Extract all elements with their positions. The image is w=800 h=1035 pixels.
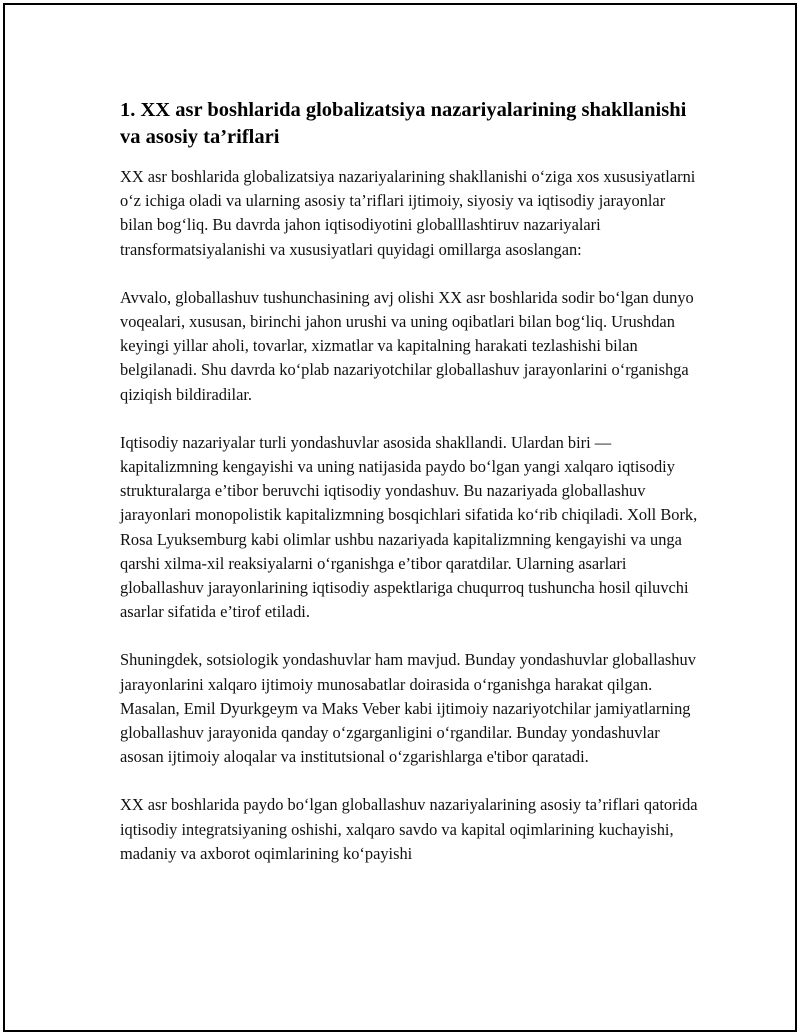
paragraph-definitions: XX asr boshlarida paydo bo‘lgan globallashuv nazariyalarining asosiy ta’riflari qatorida iqtisodiy integratsiyaning oshishi, xalqaro savdo va kapital oqimlarining kuchayishi, madaniy va axborot oqimlarining ko‘payishi bbox=[120, 795, 698, 863]
section-heading: 1. XX asr boshlarida globalizatsiya nazariyalarining shakllanishi va asosiy ta’riflari bbox=[120, 99, 687, 148]
paragraph-intro: XX asr boshlarida globalizatsiya nazariyalarining shakllanishi o‘ziga xos xususiyatlarni o‘z ichiga oladi va ularning asosiy ta’riflari ijtimoiy, siyosiy va iqtisodiy jarayonlar bilan bog‘liq. Bu davrda jahon iqtisodiyotini globalllashtiruv nazariyalari transformatsiyalanishi va xususiyatlari quyidagi omillarga asoslangan: bbox=[120, 167, 696, 259]
paragraph-economic-theories: Iqtisodiy nazariyalar turli yondashuvlar asosida shakllandi. Ulardan biri — kapitalizmning kengayishi va uning natijasida paydo bo‘lgan yangi xalqaro iqtisodiy strukturalarga e’tibor beruvchi iqtisodiy yondashuv. Bu nazariyada globallashuv jarayonlari monopolistik kapitalizmning bosqichlari sifatida ko‘rib chiqiladi. Xoll Bork, Rosa Lyuksemburg kabi olimlar ushbu nazariyada kapitalizmning kengayishi va unga qarshi xilma-xil reaksiyalarni o‘rganishga e’tibor qaratdilar. Ularning asarlari globallashuv jarayonlarining iqtisodiy aspektlariga chuqurroq tushuncha hosil qiluvchi asarlar sifatida e’tirof etiladi. bbox=[120, 432, 698, 622]
paragraph-history: Avvalo, globallashuv tushunchasining avj olishi XX asr boshlarida sodir bo‘lgan dunyo voqealari, xususan, birinchi jahon urushi va uning oqibatlari bilan bog‘liq. Urushdan keyingi yillar aholi, tovarlar, xizmatlar va kapitalning harakati tezlashishi bilan belgilanadi. Shu davrda ko‘plab nazariyotchilar globallashuv jarayonlarini o‘rganishga qiziqish bildiradilar. bbox=[120, 287, 694, 404]
paragraph-sociological-approaches: Shuningdek, sotsiologik yondashuvlar ham mavjud. Bunday yondashuvlar globallashuv jarayonlarini xalqaro ijtimoiy munosabatlar doirasida o‘rganishga harakat qilgan. Masalan, Emil Dyurkgeym va Maks Veber kabi ijtimoiy nazariyotchilar jamiyatlarning globallashuv jarayonida qanday o‘zgarganligini o‘rgandilar. Bunday yondashuvlar asosan ijtimoiy aloqalar va institutsional o‘zgarishlarga e'tibor qaratadi. bbox=[120, 650, 696, 767]
page-frame bbox=[3, 3, 797, 1032]
document-body bbox=[120, 97, 700, 890]
